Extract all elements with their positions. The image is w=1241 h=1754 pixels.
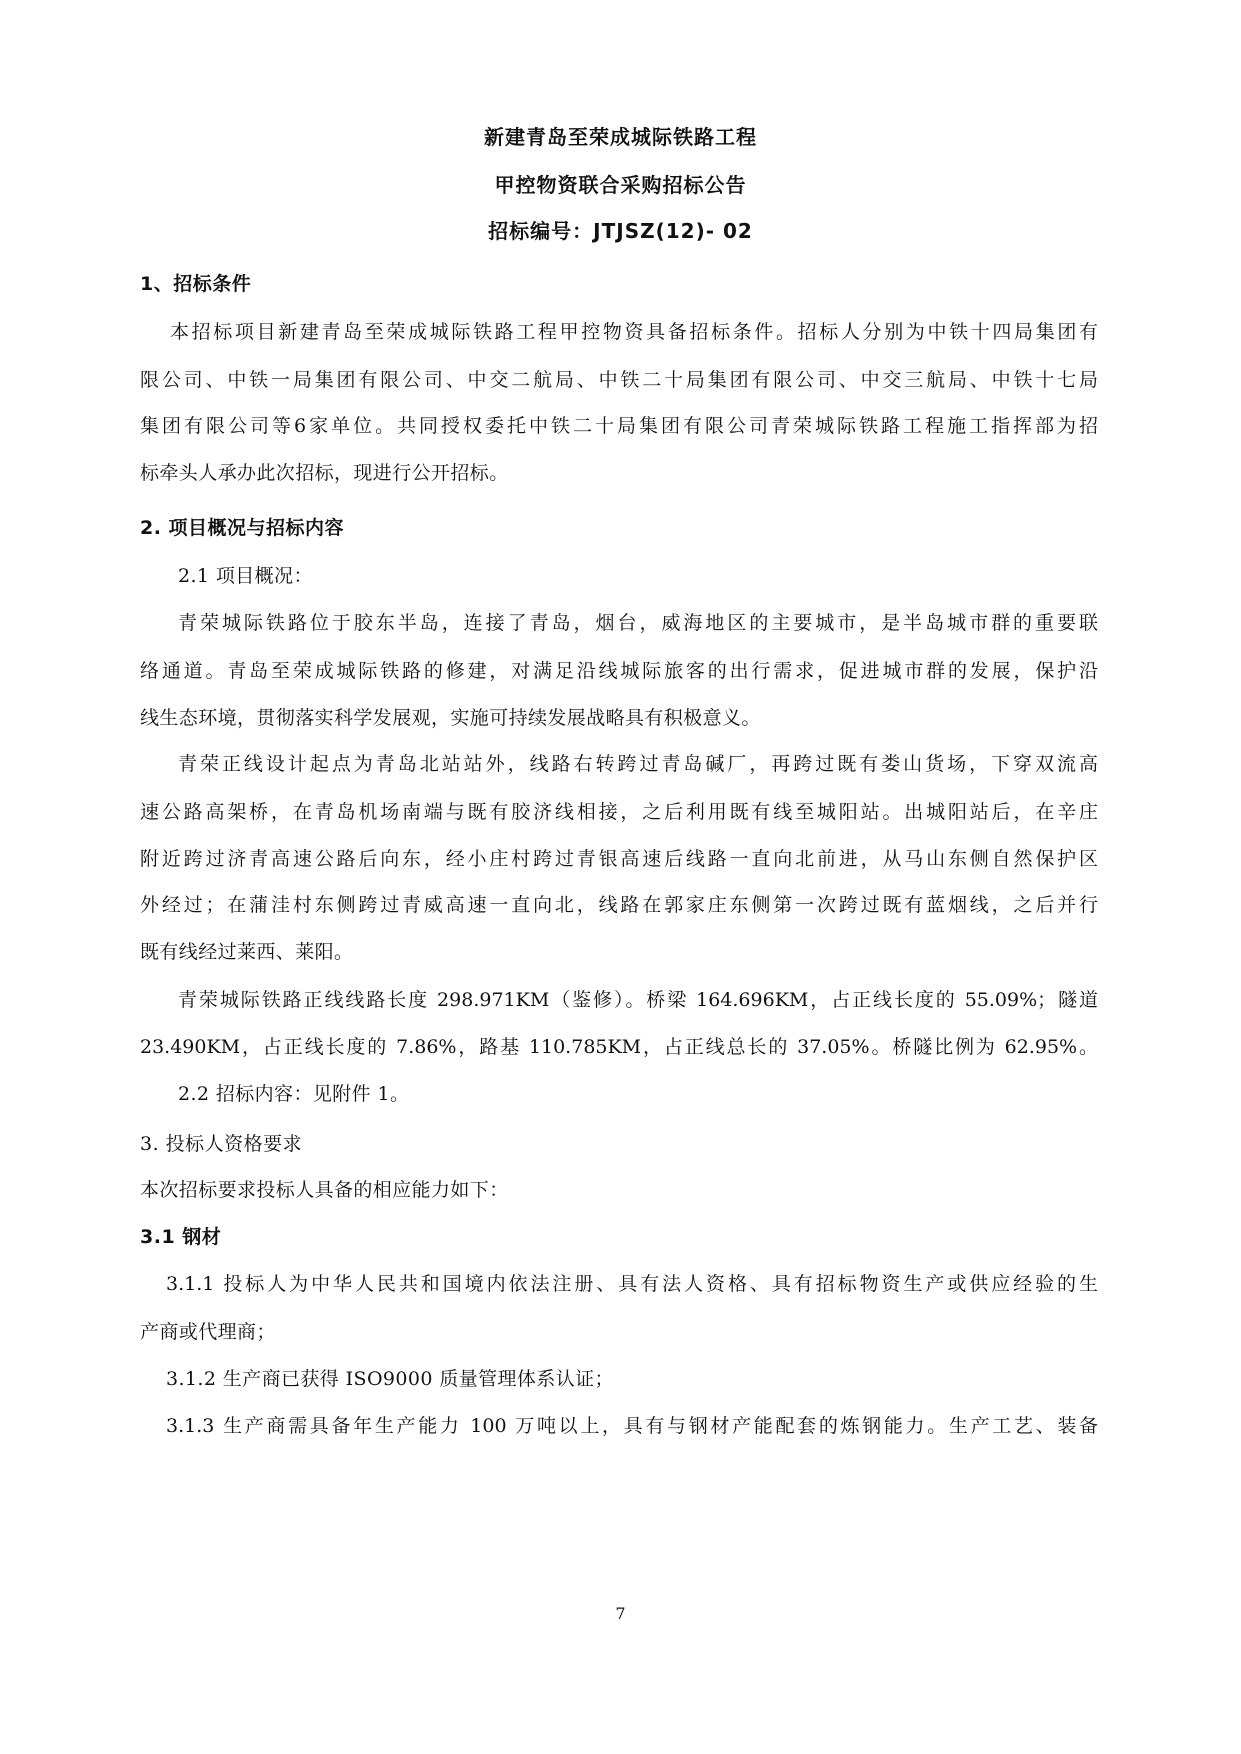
tender-number: 招标编号：JTJSZ(12)- 02 <box>488 219 753 243</box>
paragraph-line: 产商或代理商； <box>140 1321 276 1343</box>
paragraph-line: 3.1.1 投标人为中华人民共和国境内依法注册、具有法人资格、具有招标物资生产或供应经验的生 <box>166 1273 1098 1295</box>
paragraph-line: 集团有限公司等6家单位。共同授权委托中铁二十局集团有限公司青荣城际铁路工程施工指挥部为招 <box>140 415 1098 437</box>
paragraph-line: 青荣城际铁路正线线路长度 298.971KM（鉴修）。桥梁 164.696KM，占正线长度的 55.09%；隧道 <box>178 989 1098 1011</box>
paragraph-line: 外经过；在蒲洼村东侧跨过青威高速一直向北，线路在郭家庄东侧第一次跨过既有蓝烟线，之后并行 <box>140 894 1098 916</box>
paragraph-line: 限公司、中铁一局集团有限公司、中交二航局、中铁二十局集团有限公司、中交三航局、中铁十七局 <box>140 369 1098 391</box>
subsection-heading: 2.1 项目概况： <box>178 565 313 587</box>
section-heading: 1、招标条件 <box>140 273 252 295</box>
paragraph-line: 23.490KM，占正线长度的 7.86%，路基 110.785KM，占正线总长的 37.05%。桥隧比例为 62.95%。 <box>140 1036 1098 1058</box>
paragraph-line: 既有线经过莱西、莱阳。 <box>140 941 354 963</box>
document-subtitle: 甲控物资联合采购招标公告 <box>494 173 747 197</box>
paragraph-line: 标牵头人承办此次招标，现进行公开招标。 <box>140 462 509 484</box>
subsection-line: 2.2 招标内容：见附件 1。 <box>178 1083 410 1105</box>
paragraph-line: 本次招标要求投标人具备的相应能力如下： <box>140 1179 509 1201</box>
paragraph-line: 青荣正线设计起点为青岛北站站外，线路右转跨过青岛碱厂，再跨过既有娄山货场，下穿双流高 <box>178 753 1098 775</box>
paragraph-line: 速公路高架桥，在青岛机场南端与既有胶济线相接，之后利用既有线至城阳站。出城阳站后，在辛庄 <box>140 801 1098 823</box>
paragraph-line: 附近跨过济青高速公路后向东，经小庄村跨过青银高速后线路一直向北前进，从马山东侧自然保护区 <box>140 848 1098 870</box>
page-number: 7 <box>615 1604 626 1623</box>
paragraph-line: 本招标项目新建青岛至荣成城际铁路工程甲控物资具备招标条件。招标人分别为中铁十四局集团有 <box>170 321 1098 343</box>
document-title: 新建青岛至荣成城际铁路工程 <box>484 125 757 149</box>
subsection-heading: 3.1 钢材 <box>140 1226 222 1248</box>
paragraph-line: 线生态环境，贯彻落实科学发展观，实施可持续发展战略具有积极意义。 <box>140 707 761 729</box>
section-heading: 2. 项目概况与招标内容 <box>140 517 345 539</box>
paragraph-line: 络通道。青岛至荣成城际铁路的修建，对满足沿线城际旅客的出行需求，促进城市群的发展，保护沿 <box>140 660 1098 682</box>
paragraph-line: 3.1.3 生产商需具备年生产能力 100 万吨以上，具有与钢材产能配套的炼钢能力。生产工艺、装备 <box>166 1415 1098 1437</box>
section-heading: 3. 投标人资格要求 <box>140 1133 303 1155</box>
paragraph-line: 3.1.2 生产商已获得 ISO9000 质量管理体系认证； <box>166 1368 614 1390</box>
paragraph-line: 青荣城际铁路位于胶东半岛，连接了青岛，烟台，威海地区的主要城市，是半岛城市群的重要联 <box>178 612 1098 634</box>
